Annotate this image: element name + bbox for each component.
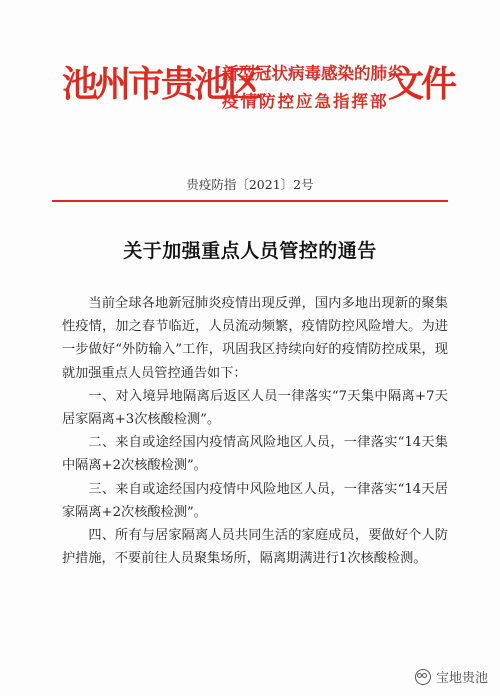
letterhead-hq-line2: 疫情防控应急指挥部 (222, 92, 389, 111)
letterhead-org-name: 池州市贵池区 (62, 63, 261, 105)
letterhead-hq-line1: 新型冠状病毒感染的肺炎 (222, 64, 404, 83)
letterhead (62, 46, 455, 126)
letterhead-doc-word: 文件 (388, 63, 455, 105)
paragraph-intro: 当前全球各地新冠肺炎疫情出现反弹，国内多地出现新的聚集性疫情，加之春节临近，人员流动频繁，疫情防控风险增大。为进一步做好“外防输入”工作，巩固我区持续向好的疫情防控成果，现就加强重点人员管控通告如下： (62, 296, 448, 381)
paragraph-item-1: 一、对入境异地隔离后返区人员一律落实“7天集中隔离+7天居家隔离+3次核酸检测”。 (62, 388, 448, 428)
red-divider (52, 200, 448, 202)
wechat-icon (415, 669, 431, 685)
document-body (62, 292, 448, 570)
document-number: 贵疫防指〔2021〕2号 (186, 177, 314, 192)
watermark-text: 宝地贵池 (435, 671, 488, 686)
paragraph-item-4: 四、所有与居家隔离人员共同生活的家庭成员，要做好个人防护措施，不要前往人员聚集场所，隔离期满进行1次核酸检测。 (62, 528, 448, 567)
document-title: 关于加强重点人员管控的通告 (123, 240, 377, 262)
paragraph-item-3: 三、来自或途经国内疫情中风险地区人员，一律落实“14天居家隔离+2次核酸检测”。 (62, 481, 448, 520)
watermark (415, 667, 488, 686)
paragraph-item-2: 二、来自或途经国内疫情高风险地区人员，一律落实“14天集中隔离+2次核酸检测”。 (62, 435, 448, 474)
